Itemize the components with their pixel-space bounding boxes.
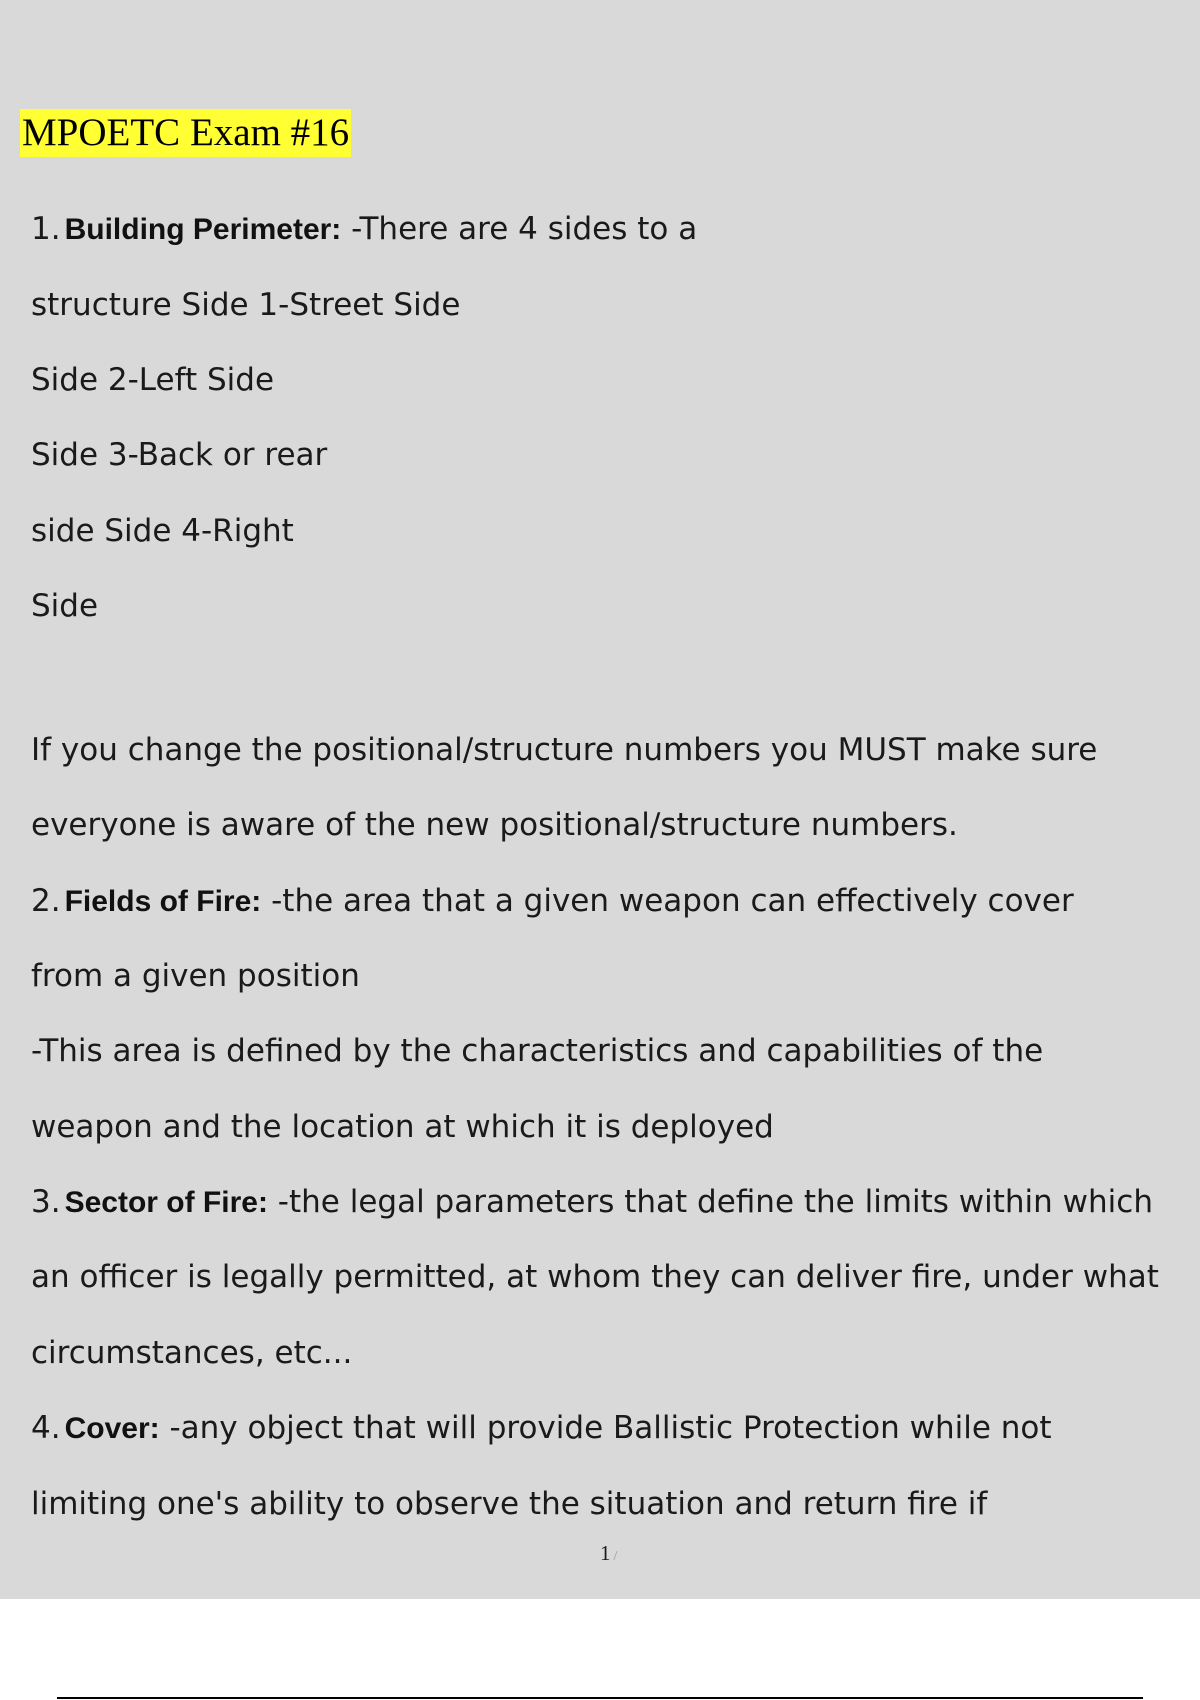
page-number-separator: / (613, 1549, 618, 1564)
item-1-line: Side 3-Back or rear (31, 437, 328, 473)
item-2-line: weapon and the location at which it is deployed (31, 1109, 774, 1145)
item-2-heading-line (31, 881, 1074, 922)
page-number-value: 1 (600, 1541, 611, 1565)
item-1-note-line: everyone is aware of the new positional/structure numbers. (31, 807, 958, 843)
page-number (600, 1541, 617, 1569)
item-4-heading-line (31, 1408, 1052, 1449)
item-number: 1. (31, 211, 61, 247)
item-term: Sector of Fire: (64, 1186, 268, 1219)
document-title: MPOETC Exam #16 (20, 109, 351, 157)
item-term: Fields of Fire: (64, 885, 262, 918)
bottom-divider (57, 1697, 1143, 1699)
item-1-line: side Side 4-Right (31, 513, 294, 549)
item-1-line: Side (31, 588, 99, 624)
item-3-line: an officer is legally permitted, at whom they can deliver fire, under what (31, 1259, 1159, 1295)
item-number: 3. (31, 1184, 61, 1220)
item-1-heading-line (31, 209, 697, 250)
item-3-heading-line (31, 1182, 1153, 1223)
item-2-line: -This area is defined by the characteristics and capabilities of the (31, 1033, 1044, 1069)
item-4-line: limiting one's ability to observe the situation and return fire if (31, 1486, 988, 1522)
item-definition: -the area that a given weapon can effectively cover (261, 883, 1074, 919)
item-1-line: Side 2-Left Side (31, 362, 275, 398)
item-definition: -There are 4 sides to a (341, 211, 698, 247)
item-number: 4. (31, 1410, 61, 1446)
item-1-line: structure Side 1-Street Side (31, 287, 461, 323)
item-term: Cover: (64, 1412, 160, 1445)
item-definition: -any object that will provide Ballistic Protection while not (159, 1410, 1052, 1446)
item-term: Building Perimeter: (64, 213, 342, 246)
item-definition: -the legal parameters that define the limits within which (267, 1184, 1153, 1220)
item-1-note-line: If you change the positional/structure numbers you MUST make sure (31, 732, 1098, 768)
item-3-line: circumstances, etc... (31, 1335, 353, 1371)
item-2-line: from a given position (31, 958, 360, 994)
item-number: 2. (31, 883, 61, 919)
